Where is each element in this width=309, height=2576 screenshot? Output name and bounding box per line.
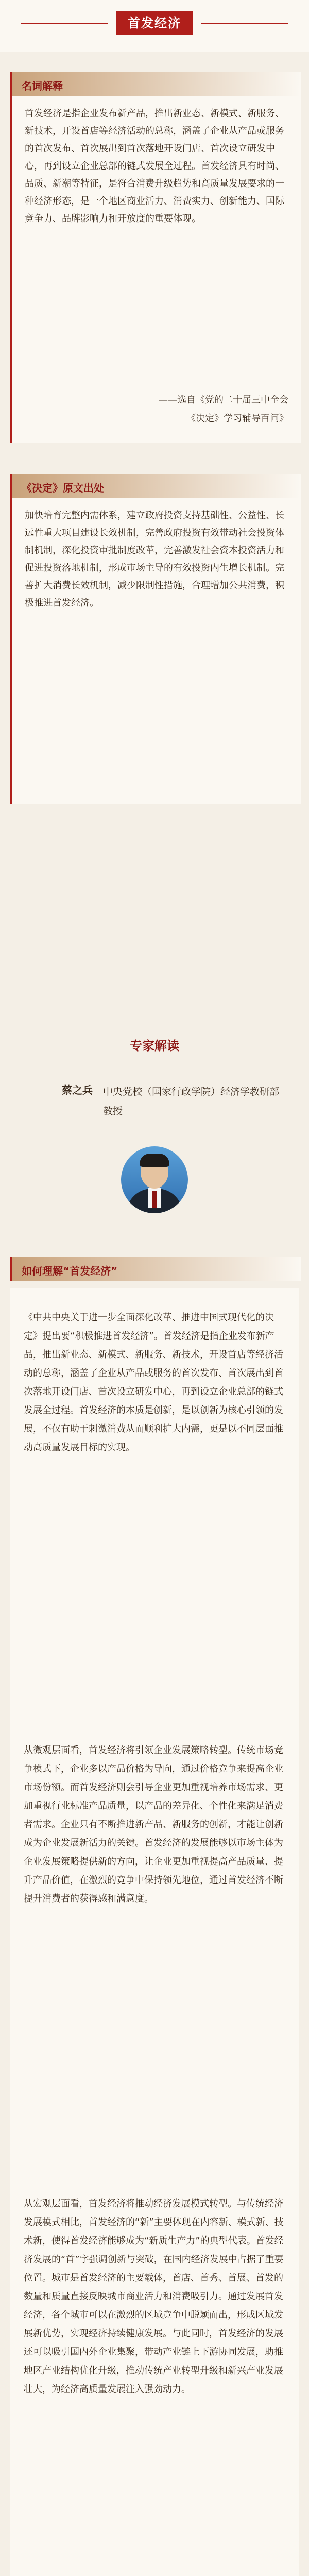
definition-heading: 名词解释 — [22, 80, 63, 92]
page-title: 首发经济 — [116, 11, 193, 35]
definition-heading-bar — [12, 72, 301, 96]
definition-source-1: ——选自《党的二十届三中全会 — [159, 395, 288, 405]
definition-body: 首发经济是指企业发布新产品，推出新业态、新模式、新服务、新技术，开设首店等经济活动的总称，涵盖了企业从产品或服务的首次发布、首次展出到首次落地开设门店、首次设立研发中心，再到设立企业总部的链式发展全过程。首发经济具有时尚、品质、新潮等特征，是符合消费升级趋势和高质量发展要求的一种经济形态，是一个地区商业活力、消费实力、创新能力、国际竞争力、品牌影响力和开放度的重要体现。 — [25, 108, 284, 224]
avatar-hair — [140, 1154, 169, 1167]
expert-name: 蔡之兵 — [62, 1084, 93, 1096]
paragraph-1: 《中共中央关于进一步全面深化改革、推进中国式现代化的决定》提出要“积极推进首发经济”。首发经济是指企业发布新产品，推出新业态、新模式、新服务、新技术，开设首店等经济活动的总称，涵盖了企业从产品或服务的首次发布、首次展出到首次落地开设门店、首次设立研发中心，再到设立企业总部的链式发展全过程。首发经济的本质是创新，是以创新为核心引领的发展，不仅有助于刺激消费从而顺利扩大内需，更是以不同层面推动高质量发展目标的实现。 — [24, 1312, 283, 1453]
definition-card — [10, 72, 301, 443]
paragraph-2: 从微观层面看，首发经济将引领企业发展策略转型。传统市场竞争模式下，企业多以产品价格为导向，通过价格竞争来提高企业市场份额。而首发经济则会引导企业更加重视培养市场需求、更加重视行业标准产品质量，以产品的差异化、个性化来满足消费者需求。企业只有不断推进新产品、新服务的创新，才能让创新成为企业发展新活力的关键。首发经济的发展能够以市场主体为企业发展策略提供新的方向，让企业更加重视提高产品质量、提升产品价值，在激烈的竞争中保持领先地位，通过首发经济不断提升消费者的获得感和满意度。 — [24, 1745, 283, 1904]
title-rule-right — [201, 23, 288, 24]
expert-section-title: 专家解读 — [130, 1039, 179, 1053]
title-rule-left — [21, 23, 108, 24]
paragraph-3: 从宏观层面看，首发经济将推动经济发展模式转型。与传统经济发展模式相比，首发经济的“新”主要体现在内容新、模式新、技术新，使得首发经济能够成为“新质生产力”的典型代表。首发经济发展的“首”字强调创新与突破，在国内经济发展中占据了重要位置。城市是首发经济的主要载体，首店、首秀、首展、首发的数量和质量直接反映城市商业活力和消费吸引力。通过发展首发经济，各个城市可以在激烈的区域竞争中脱颖而出，形成区域发展新优势，实现经济持续健康发展。与此同时，首发经济的发展还可以吸引国内外企业集聚，带动产业链上下游协同发展，助推地区产业结构优化升级，推动传统产业转型升级和新兴产业发展壮大，为经济高质量发展注入强劲动力。 — [24, 2198, 284, 2395]
avatar-tie — [152, 1191, 157, 1208]
understanding-article — [10, 1288, 299, 2576]
banner — [0, 0, 309, 52]
expert-org: 中央党校（国家行政学院）经济学教研部教授 — [103, 1086, 280, 1117]
original-card — [10, 474, 301, 804]
definition-source-2: 《决定》学习辅导百问》 — [186, 413, 288, 424]
expert-avatar — [121, 1146, 188, 1213]
understanding-heading-bar — [10, 1257, 301, 1281]
original-body: 加快培育完整内需体系，建立政府投资支持基础性、公益性、长远性重大项目建设长效机制，完善政府投资有效带动社会投资体制机制，深化投资审批制度改革，完善激发社会资本投资活力和促进投资落地机制，形成市场主导的有效投资内生增长机制。完善扩大消费长效机制，减少限制性措施，合理增加公共消费，积极推进首发经济。 — [25, 510, 284, 608]
understanding-heading: 如何理解“首发经济” — [22, 1265, 118, 1277]
original-heading-bar — [12, 474, 301, 498]
original-heading: 《决定》原文出处 — [22, 482, 104, 494]
